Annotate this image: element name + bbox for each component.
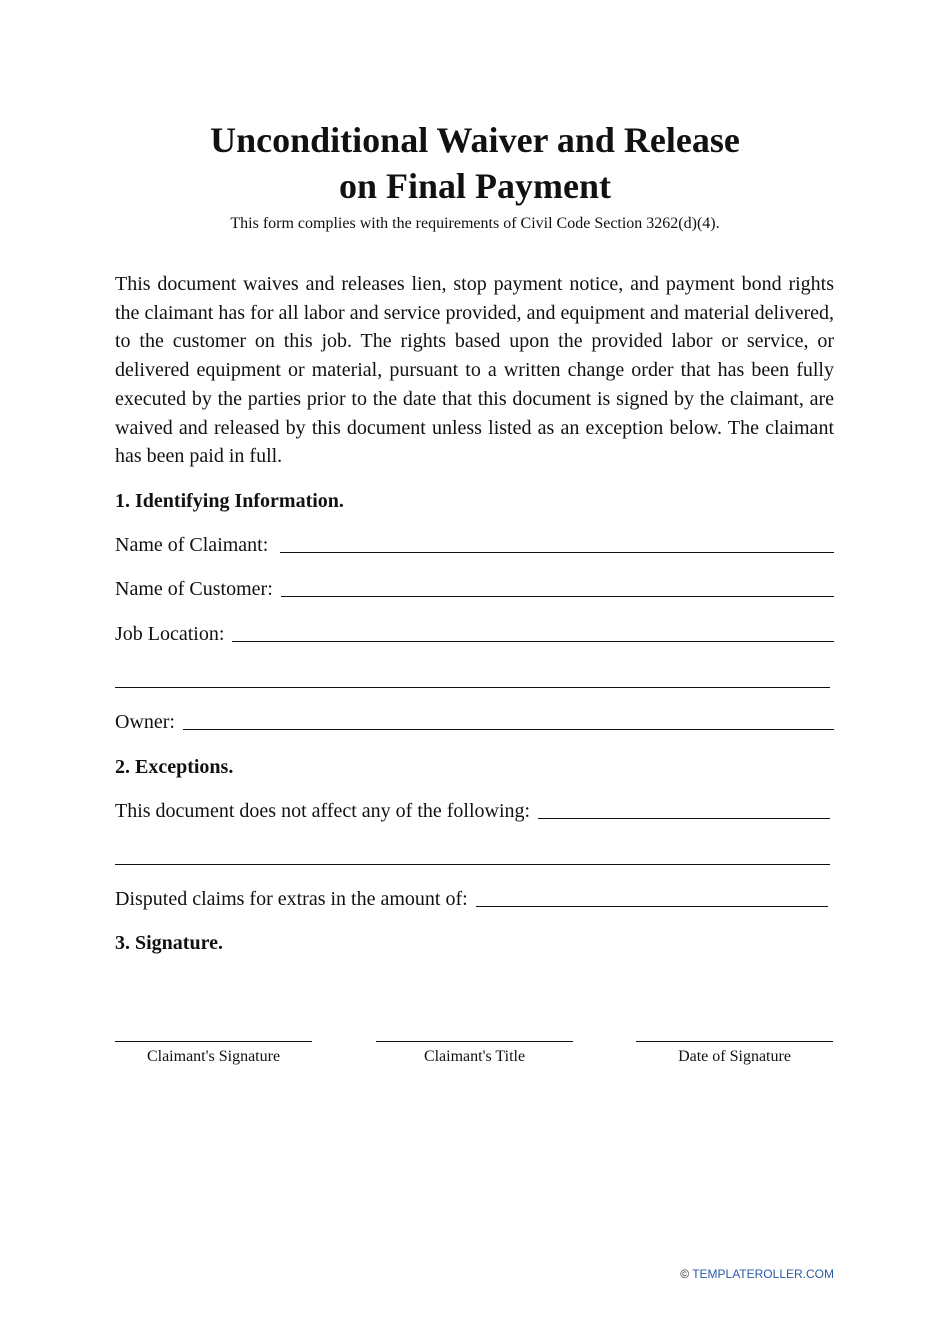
owner-label: Owner: <box>115 711 175 733</box>
disputed-claims-field[interactable] <box>115 887 828 911</box>
claimant-name-label: Name of Claimant: <box>115 534 269 556</box>
disputed-claims-blank[interactable] <box>476 888 828 907</box>
customer-name-field[interactable] <box>115 577 834 601</box>
section1-heading: 1. Identifying Information. <box>115 490 344 512</box>
claimant-title-line[interactable] <box>376 1041 573 1042</box>
job-location-field[interactable] <box>115 622 834 646</box>
exceptions-continuation-line[interactable] <box>115 864 830 865</box>
footer-credit <box>680 1266 834 1282</box>
customer-name-label: Name of Customer: <box>115 578 273 600</box>
exceptions-blank[interactable] <box>538 800 830 819</box>
job-location-blank[interactable] <box>232 623 834 642</box>
claimant-title-label: Claimant's Title <box>423 1048 526 1065</box>
disputed-claims-label: Disputed claims for extras in the amount of: <box>115 888 468 910</box>
job-location-continuation-line[interactable] <box>115 687 830 688</box>
intro-paragraph: This document waives and releases lien, stop payment notice, and payment bond rights the claimant has for all labor and service provided, and equipment and material delivered, to the customer on this job. The rights based upon the provided labor or service, or delivered equipment or material, pursuant to a written change order that has been fully executed by the parties prior to the date that this document is signed by the claimant, are waived and released by this document unless listed as an exception below. The claimant has been paid in full. <box>115 273 834 468</box>
claimant-signature-label: Claimant's Signature <box>146 1048 281 1065</box>
claimant-signature-line[interactable] <box>115 1041 312 1042</box>
owner-blank[interactable] <box>183 711 834 730</box>
exceptions-field[interactable] <box>115 799 830 823</box>
document-subtitle: This form complies with the requirements of Civil Code Section 3262(d)(4). <box>230 215 720 232</box>
claimant-name-field[interactable] <box>115 533 834 557</box>
date-of-signature-line[interactable] <box>636 1041 833 1042</box>
section3-heading: 3. Signature. <box>115 932 223 954</box>
section2-heading: 2. Exceptions. <box>115 756 234 778</box>
document-title-line1: Unconditional Waiver and Release <box>210 120 740 160</box>
job-location-label: Job Location: <box>115 623 225 645</box>
customer-name-blank[interactable] <box>281 578 834 597</box>
footer-site-link[interactable]: TEMPLATEROLLER.COM <box>692 1267 834 1281</box>
copyright-icon: © <box>680 1267 690 1281</box>
date-of-signature-label: Date of Signature <box>678 1048 791 1065</box>
document-title-line2: on Final Payment <box>338 166 611 206</box>
claimant-name-blank[interactable] <box>280 534 834 553</box>
exceptions-label: This document does not affect any of the following: <box>115 800 531 822</box>
owner-field[interactable] <box>115 710 834 734</box>
